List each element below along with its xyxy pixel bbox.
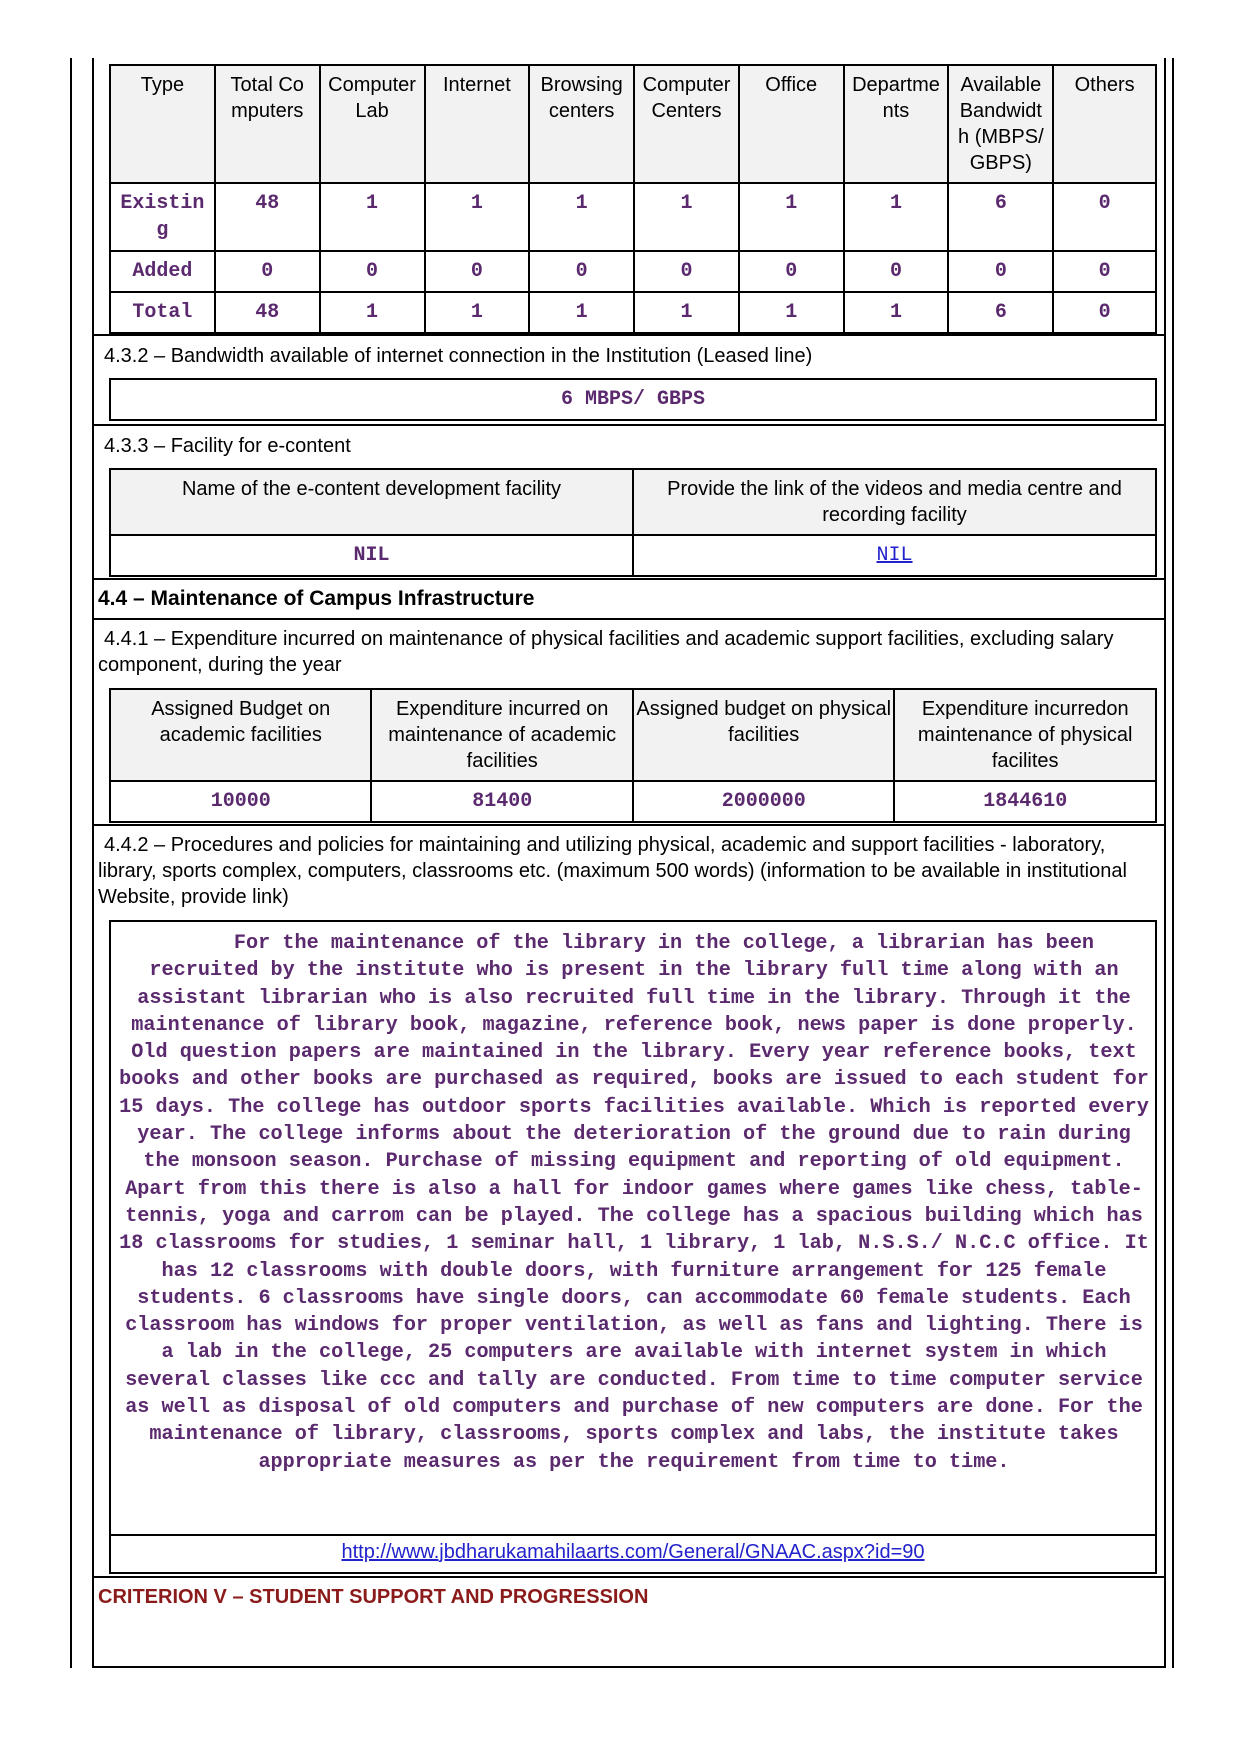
policy-table <box>109 920 1157 1574</box>
policy-paragraph-cell <box>110 921 1156 1535</box>
header-cell: Total Co mputers <box>215 65 320 183</box>
table-cell: 48 <box>215 292 320 333</box>
e-content-link[interactable]: NIL <box>876 544 913 567</box>
bandwidth-table <box>109 378 1157 421</box>
institution-website-link[interactable]: http://www.jbdharukamahilaarts.com/General/GNAAC.aspx?id=90 <box>341 1541 925 1563</box>
table-cell: 1 <box>425 183 530 251</box>
table-cell: 0 <box>425 251 530 292</box>
policy-link-cell <box>110 1535 1156 1573</box>
row-label: Existin g <box>110 183 215 251</box>
row-label: Total <box>110 292 215 333</box>
section-heading: 4.4.2 – Procedures and policies for maintaining and utilizing physical, academic and support facilities - laboratory, library, sports complex, computers, classrooms etc. (maximum 500 words) (information to be available in institutional Website, provide link) <box>98 834 1127 908</box>
section-heading: 4.3.3 – Facility for e-content <box>104 435 351 457</box>
header-cell: Available Bandwidt h (MBPS/ GBPS) <box>948 65 1053 183</box>
section-heading: 4.3.2 – Bandwidth available of internet connection in the Institution (Leased line) <box>104 345 813 367</box>
table-cell: 0 <box>739 251 844 292</box>
criterion-heading: CRITERION V – STUDENT SUPPORT AND PROGRESSION <box>98 1586 649 1608</box>
header-cell: Name of the e-content development facility <box>110 469 633 535</box>
section-heading: 4.4 – Maintenance of Campus Infrastructure <box>98 587 535 610</box>
table-cell: 1 <box>739 183 844 251</box>
table-header-row <box>110 65 1156 183</box>
table-cell: 0 <box>634 251 739 292</box>
left-margin-line <box>70 58 72 1668</box>
table-cell: 1 <box>634 183 739 251</box>
header-cell: Computer Centers <box>634 65 739 183</box>
table-cell: 0 <box>1053 183 1156 251</box>
table-row-added <box>110 251 1156 292</box>
right-margin-line <box>1172 58 1174 1668</box>
header-cell: Browsing centers <box>529 65 634 183</box>
header-cell: Departme nts <box>844 65 949 183</box>
header-cell: Assigned budget on physical facilities <box>633 689 894 781</box>
table-cell: 48 <box>215 183 320 251</box>
table-cell: 1 <box>739 292 844 333</box>
table-cell: 1 <box>320 292 425 333</box>
table-cell: 0 <box>1053 251 1156 292</box>
table-cell: 6 <box>948 183 1053 251</box>
table-cell: 1 <box>529 292 634 333</box>
table-cell: 1 <box>425 292 530 333</box>
table-cell: 1 <box>320 183 425 251</box>
header-cell: Expenditure incurred on maintenance of academic facilities <box>371 689 633 781</box>
header-cell: Computer Lab <box>320 65 425 183</box>
header-cell: Assigned Budget on academic facilities <box>110 689 371 781</box>
table-cell: 0 <box>844 251 949 292</box>
policy-paragraph: For the maintenance of the library in the college, a librarian has been recruited by the institute who is present in the library full time along with an assistant librarian who is also recruited full time in the library. Through it the maintenance of library book, magazine, reference book, news paper is done properly. Old question papers are maintained in the library. Every year reference books, text books and other books are purchased as required, books are issued to each student for 15 days. The college has outdoor sports facilities available. Which is reported every year. The college informs about the deterioration of the ground due to rain during the monsoon season. Purchase of missing equipment and reporting of old equipment. Apart from this there is also a hall for indoor games where games like chess, table-tennis, yoga and carrom can be played. The college has a spacious building which has 18 classrooms for studies, 1 seminar hall, 1 library, 1 lab, N.S.S./ N.C.C office. It has 12 classrooms with double doors, with furniture arrangement for 125 female students. 6 classrooms have single doors, can accommodate 60 female students. Each classroom has windows for proper ventilation, as well as fans and lighting. There is a lab in the college, 25 computers are available with internet system in which several classes like ccc and tally are conducted. From time to time computer service as well as disposal of old computers and purchase of new computers are done. For the maintenance of library, classrooms, sports complex and labs, the institute takes appropriate measures as per the requirement from time to time. <box>119 932 1149 1474</box>
section-heading: 4.4.1 – Expenditure incurred on maintenance of physical facilities and academic support facilities, excluding salary component, during the year <box>98 628 1114 676</box>
table-cell: 1 <box>634 292 739 333</box>
table-cell: 0 <box>948 251 1053 292</box>
section-4-4 <box>92 578 1166 618</box>
table-cell: 10000 <box>110 781 371 822</box>
e-content-link-cell <box>633 535 1156 576</box>
criterion-section <box>92 1576 1166 1668</box>
table-cell: 2000000 <box>633 781 894 822</box>
header-cell: Provide the link of the videos and media centre and recording facility <box>633 469 1156 535</box>
header-cell: Expenditure incurredon maintenance of physical facilites <box>894 689 1156 781</box>
table-cell: 1844610 <box>894 781 1156 822</box>
table-cell: 81400 <box>371 781 633 822</box>
header-cell: Type <box>110 65 215 183</box>
expenditure-table <box>109 688 1157 823</box>
row-label: Added <box>110 251 215 292</box>
section-4-4-1 <box>92 618 1166 682</box>
e-content-table <box>109 468 1157 577</box>
table-row-existing <box>110 183 1156 251</box>
header-cell: Others <box>1053 65 1156 183</box>
table-cell: 1 <box>844 183 949 251</box>
bandwidth-value: 6 MBPS/ GBPS <box>110 379 1156 420</box>
table-cell: 0 <box>529 251 634 292</box>
header-cell: Office <box>739 65 844 183</box>
table-row-total <box>110 292 1156 333</box>
e-content-facility-value: NIL <box>110 535 633 576</box>
table-cell: 1 <box>844 292 949 333</box>
section-4-3-3 <box>92 424 1166 464</box>
table-cell: 0 <box>215 251 320 292</box>
it-infrastructure-table <box>109 64 1157 334</box>
table-cell: 0 <box>320 251 425 292</box>
section-4-4-2 <box>92 824 1166 916</box>
header-cell: Internet <box>425 65 530 183</box>
section-4-3-2 <box>92 334 1166 374</box>
table-cell: 1 <box>529 183 634 251</box>
table-cell: 0 <box>1053 292 1156 333</box>
table-cell: 6 <box>948 292 1053 333</box>
